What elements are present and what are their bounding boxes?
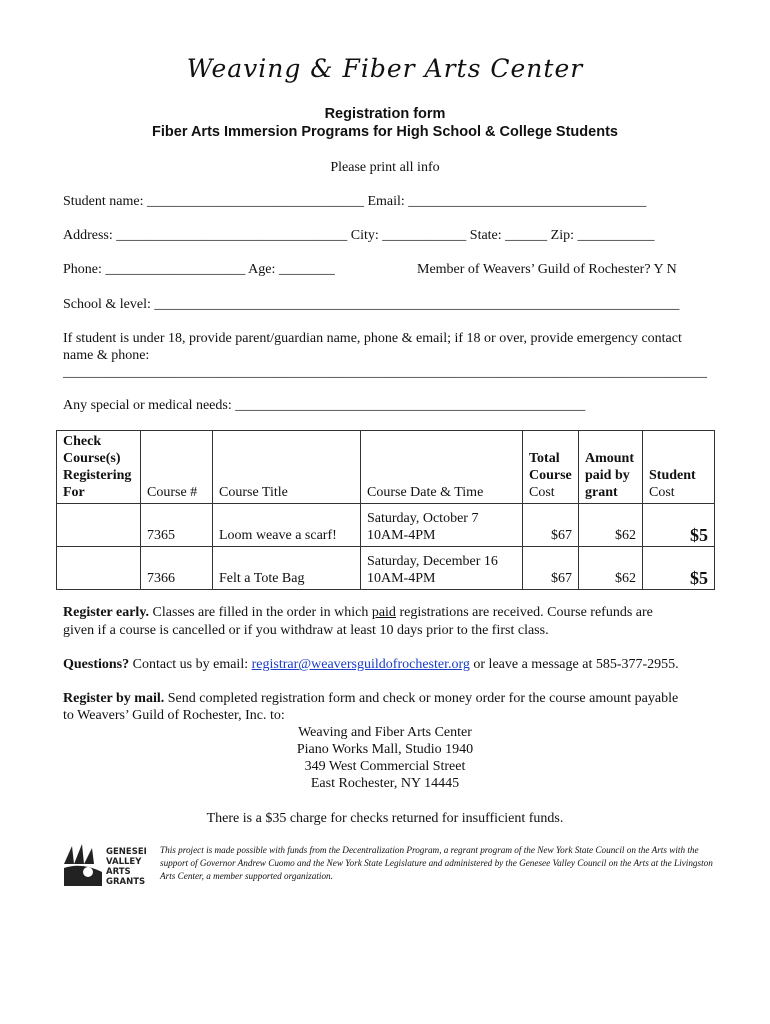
table-row bbox=[57, 504, 715, 547]
school-level-field[interactable]: School & level: ___________________________________________________________________________ bbox=[63, 297, 680, 312]
register-mail-line1: Register by mail. Send completed registration form and check or money order for the course amount payable bbox=[63, 691, 679, 706]
phone-age-field[interactable]: Phone: ____________________ Age: ________ bbox=[63, 262, 335, 277]
svg-text:ARTS: ARTS bbox=[106, 867, 131, 877]
guardian-field[interactable]: ____________________________________________________________________________________________ bbox=[63, 365, 707, 380]
questions-line: Questions? Contact us by email: registrar@weaversguildofrochester.org or leave a message at 585-377-2955. bbox=[63, 657, 679, 672]
instruction-text: Please print all info bbox=[330, 160, 440, 175]
guardian-label: name & phone: bbox=[63, 348, 150, 363]
address-line: East Rochester, NY 14445 bbox=[310, 776, 460, 791]
address-line: Piano Works Mall, Studio 1940 bbox=[296, 742, 474, 757]
register-mail-line2: to Weavers’ Guild of Rochester, Inc. to: bbox=[63, 708, 285, 723]
table-header-row bbox=[57, 431, 715, 504]
header-course-title: Course Title bbox=[213, 431, 361, 504]
address-field[interactable]: Address: _________________________________ City: ____________ State: ______ Zip: ___________ bbox=[63, 228, 655, 243]
table-row bbox=[57, 547, 715, 590]
total-cost: $67 bbox=[523, 547, 579, 590]
grant-amount: $62 bbox=[579, 504, 643, 547]
check-box-cell[interactable] bbox=[57, 547, 141, 590]
header-student-cost: Student Cost bbox=[643, 431, 715, 504]
form-title: Registration form bbox=[324, 106, 446, 122]
header-check: Check Course(s) Registering For bbox=[57, 431, 141, 504]
charge-note: There is a $35 charge for checks returned for insufficient funds. bbox=[206, 811, 564, 826]
header-total-cost: Total Course Cost bbox=[523, 431, 579, 504]
course-date: Saturday, October 7 10AM-4PM bbox=[361, 504, 523, 547]
address-line: 349 West Commercial Street bbox=[304, 759, 466, 774]
funding-notice: This project is made possible with funds from the Decentralization Program, a regrant program of the New York State Council on the Arts with the support of Governor Andrew Cuomo and the New York State Legislature and administered by the Genesee Valley Council on the Arts at the Livingston Arts Center, a member supported organization. bbox=[160, 845, 713, 881]
register-early-line1: Register early. Classes are filled in the order in which paid registrations are received. Course refunds are bbox=[63, 605, 653, 620]
course-date: Saturday, December 16 10AM-4PM bbox=[361, 547, 523, 590]
student-cost: $5 bbox=[643, 504, 715, 547]
member-question[interactable]: Member of Weavers’ Guild of Rochester? Y N bbox=[417, 262, 677, 277]
course-title: Loom weave a scarf! bbox=[213, 504, 361, 547]
course-num: 7366 bbox=[141, 547, 213, 590]
email-link[interactable]: registrar@weaversguildofrochester.org bbox=[251, 657, 470, 672]
header-course-date: Course Date & Time bbox=[361, 431, 523, 504]
course-title: Felt a Tote Bag bbox=[213, 547, 361, 590]
svg-text:VALLEY: VALLEY bbox=[106, 857, 142, 867]
student-cost: $5 bbox=[643, 547, 715, 590]
genesee-valley-arts-grants-logo bbox=[62, 842, 146, 888]
special-needs-field[interactable]: Any special or medical needs: __________________________________________________ bbox=[63, 398, 586, 413]
course-table bbox=[56, 430, 715, 590]
header-course-num: Course # bbox=[141, 431, 213, 504]
check-box-cell[interactable] bbox=[57, 504, 141, 547]
student-name-email-field[interactable]: Student name: _______________________________ Email: __________________________________ bbox=[63, 194, 647, 209]
total-cost: $67 bbox=[523, 504, 579, 547]
address-line: Weaving and Fiber Arts Center bbox=[298, 725, 472, 740]
grant-amount: $62 bbox=[579, 547, 643, 590]
page-title: Weaving & Fiber Arts Center bbox=[186, 54, 584, 83]
guardian-instruction: If student is under 18, provide parent/guardian name, phone & email; if 18 or over, provide emergency contact bbox=[63, 331, 682, 346]
form-subtitle: Fiber Arts Immersion Programs for High School & College Students bbox=[152, 124, 618, 140]
course-num: 7365 bbox=[141, 504, 213, 547]
header-grant: Amount paid by grant bbox=[579, 431, 643, 504]
svg-text:GENESEE: GENESEE bbox=[106, 847, 146, 857]
register-early-line2: given if a course is cancelled or if you withdraw at least 10 days prior to the first class. bbox=[63, 623, 549, 638]
svg-text:GRANTS: GRANTS bbox=[106, 877, 146, 887]
